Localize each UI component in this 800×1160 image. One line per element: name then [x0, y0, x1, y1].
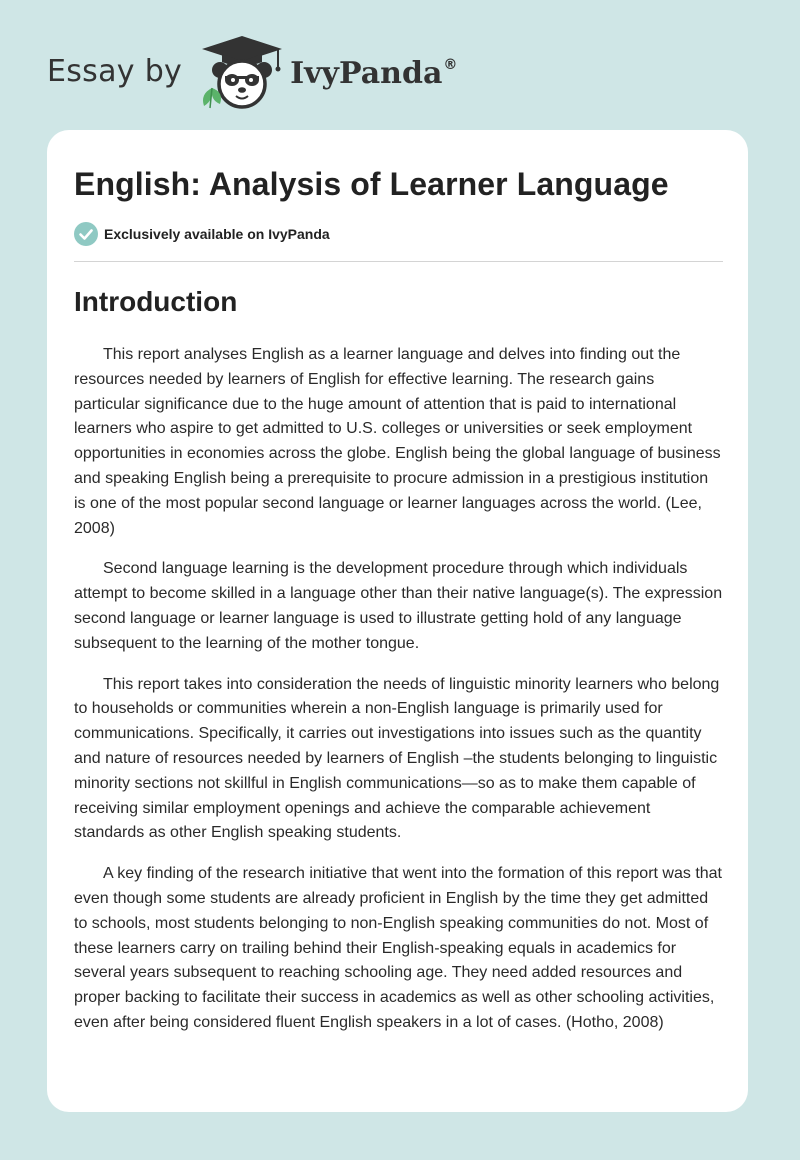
exclusive-badge-text: Exclusively available on IvyPanda — [104, 226, 330, 242]
paragraph: A key finding of the research initiative that went into the formation of this report was that even though some students are already proficient in English by the time they get admitted to schools, most students belonging to non-English speaking communities do not. Most of these learners carry on trailing behind their English-speaking equals in academics for several years subsequent to reaching schooling age. They need added resources and proper backing to facilitate their success in academics as well as other schooling activities, even after being considered fluent English speakers in a lot of cases. (Hotho, 2008) — [74, 865, 722, 1031]
page-title: English: Analysis of Learner Language — [74, 166, 669, 202]
site-header — [47, 34, 457, 110]
essay-by-label: Essay by — [47, 53, 183, 89]
paragraph: This report analyses English as a learner language and delves into finding out the resources needed by learners of English for effective learning. The research gains particular significance due to the huge amount of attention that is paid to international learners who aspire to get admitted to U.S. colleges or universities or seek employment opportunities in economies across the globe. English being the global language of business and speaking English being a prerequisite to procure admission in a prestigious institution is one of the most popular second language or learner languages across the world. (Lee, 2008) — [74, 346, 721, 537]
exclusive-badge — [74, 222, 330, 246]
brand-name-text: IvyPanda — [290, 55, 443, 91]
essay-card — [47, 130, 748, 1112]
paragraph: Second language learning is the development procedure through which individuals attempt to become skilled in a language other than their native language(s). The expression second language or learner language is used to illustrate getting hold of any language subsequent to the learning of the mother tongue. — [74, 560, 723, 652]
section-heading-introduction: Introduction — [74, 286, 238, 317]
essay-body — [74, 343, 724, 1052]
paragraph: This report takes into consideration the needs of linguistic minority learners who belong to households or communities wherein a non-English language is primarily used for communications. Specifically, it carries out investigations into issues such as the quantity and nature of resources needed by learners of English –the students belonging to linguistic minority sections not skillful in English communications—so as to make them capable of receiving similar employment openings and achieve the comparable achievement standards as other English speaking students. — [74, 675, 720, 842]
check-circle-icon — [74, 222, 98, 246]
title-divider — [74, 261, 723, 262]
brand-name[interactable] — [290, 56, 457, 91]
registered-mark: ® — [443, 56, 458, 73]
panda-graduate-logo-icon[interactable] — [198, 34, 286, 110]
